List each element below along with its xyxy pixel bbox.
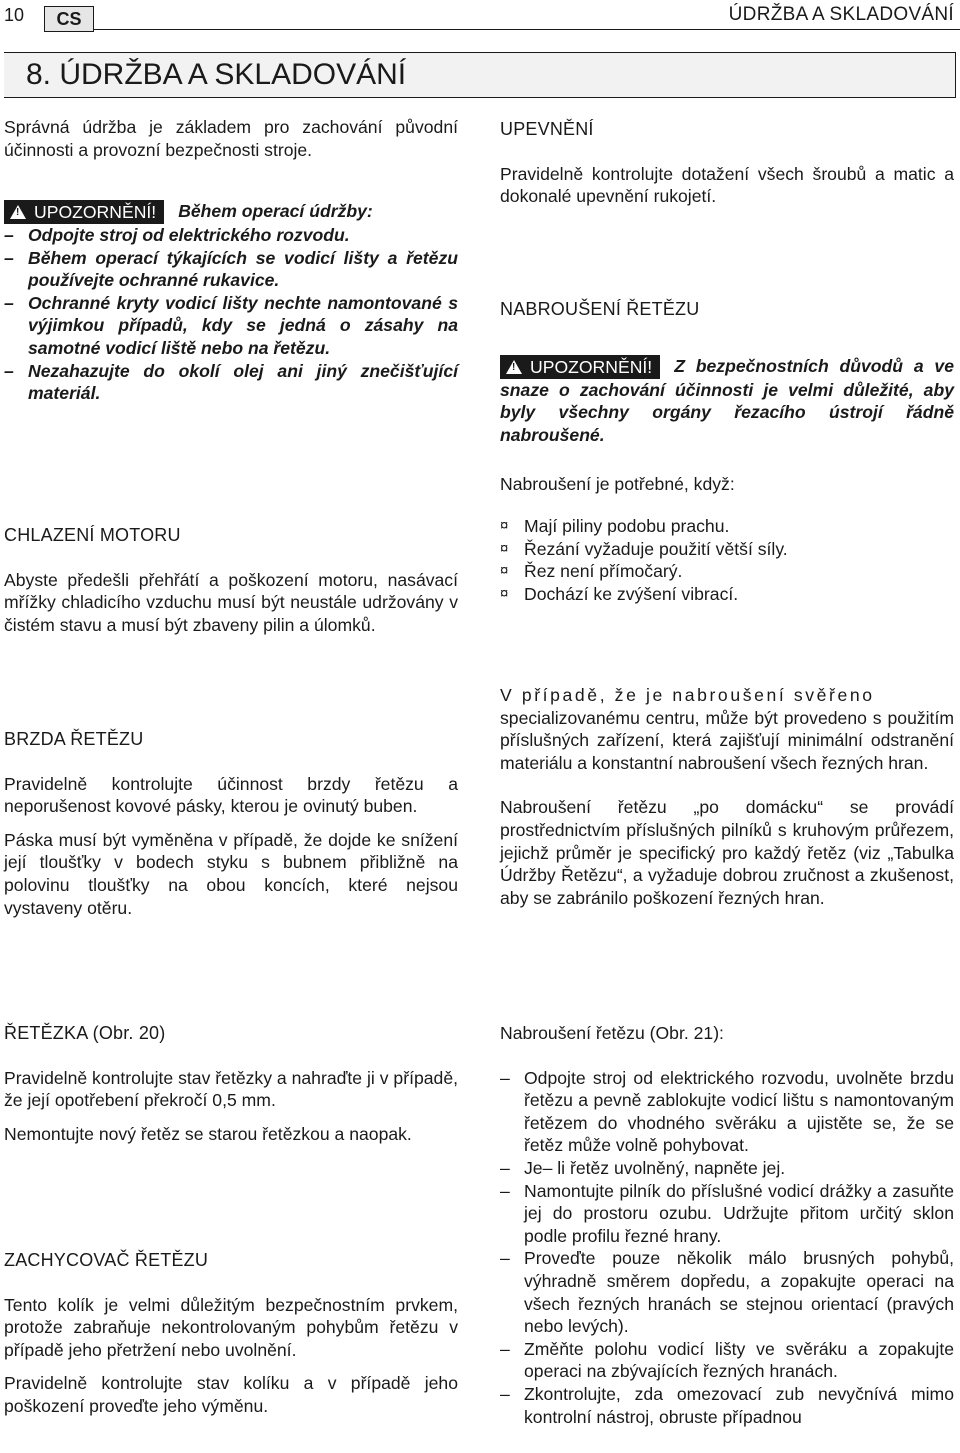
sprocket-section <box>4 1022 458 1145</box>
paragraph: Pravidelně kontrolujte stav kolíku a v případě jeho poškození proveďte jeho výměnu. <box>4 1373 458 1416</box>
paragraph: Tento kolík je velmi důležitým bezpečnostním prvkem, protože zabraňuje nekontrolovaným pohybům řetězu v případě jeho přetržení nebo uvolnění. <box>4 1294 458 1360</box>
chapter-title: 8. ÚDRŽBA A SKLADOVÁNÍ <box>26 58 407 91</box>
paragraph: Pravidelně kontrolujte účinnost brzdy řetězu a neporušenost kovové pásky, kterou je ovinutý buben. <box>4 773 458 817</box>
brake-section <box>4 728 458 919</box>
maintenance-warning <box>4 200 458 405</box>
section-heading: NABROUŠENÍ ŘETĚZU <box>500 299 700 319</box>
list-item: – Namontujte pilník do příslušné vodicí drážky a zasuňte jej do prostoru ozubu. Udržujte přitom určitý sklon podle profilu řezné hrany. <box>500 1180 954 1246</box>
catcher-section <box>4 1249 458 1418</box>
section-heading: UPEVNĚNÍ <box>500 119 594 139</box>
running-header: ÚDRŽBA A SKLADOVÁNÍ <box>728 4 954 25</box>
list-item: – Odpojte stroj od elektrického rozvodu. <box>4 225 350 245</box>
warning-icon <box>10 205 26 219</box>
header-rule <box>94 29 960 30</box>
intro-block <box>4 116 458 161</box>
warning-badge-text: UPOZORNĚNÍ! <box>34 202 157 222</box>
list-item: – Během operací týkajících se vodicí lišty a řetězu používejte ochranné rukavice. <box>4 247 458 291</box>
sharpening-section <box>500 298 954 605</box>
paragraph-first-line: V případě, že je nabroušení svěřeno <box>500 685 875 705</box>
list-item: ¤ Řezání vyžaduje použití větší síly. <box>500 538 788 559</box>
list-item: – Odpojte stroj od elektrického rozvodu, uvolněte brzdu řetězu a pevně zablokujte vodicí lištu s namontovaným řetězem do vhodného svěráku a ujistěte se, že se řetěz může volně pohybovat. <box>500 1067 954 1156</box>
fixing-section <box>500 118 954 208</box>
chapter-banner <box>4 52 956 98</box>
warning-badge <box>500 355 660 379</box>
list-item: – Změňte polohu vodicí lišty ve svěráku a zopakujte operaci na zbývajících řezných hranách. <box>500 1338 954 1382</box>
paragraph: Nabroušení je potřebné, když: <box>500 474 735 495</box>
conditions-list <box>500 515 954 605</box>
list-item: – Zkontrolujte, zda omezovací zub nevyčnívá mimo kontrolní nástroj, obruste případnou <box>500 1383 954 1427</box>
warning-icon <box>506 360 522 374</box>
list-item: ¤ Mají piliny podobu prachu. <box>500 515 730 536</box>
list-item: – Ochranné kryty vodicí lišty nechte namontované s výjimkou případů, kdy se jedná o zásahy na samotné vodicí liště nebo na řetězu. <box>4 292 458 358</box>
page-number: 10 <box>4 5 25 25</box>
intro-text: Správná údržba je základem pro zachování původní účinnosti a provozní bezpečnosti stroje. <box>4 117 458 160</box>
list-item: – Nezahazujte do okolí olej ani jiný znečišťující materiál. <box>4 360 458 404</box>
warning-lead: Během operací údržby: <box>178 201 373 221</box>
paragraph: Abyste předešli přehřátí a poškození motoru, nasávací mřížky chladicího vzduchu musí být neustále udržovány v čistém stavu a musí být zbaveny pilin a úlomků. <box>4 569 458 635</box>
steps-section <box>500 1022 954 1428</box>
section-heading: ZACHYCOVAČ ŘETĚZU <box>4 1250 209 1270</box>
warning-badge-text: UPOZORNĚNÍ! <box>530 356 653 377</box>
paragraph: specializovanému centru, může být provedeno s použitím příslušných zařízení, která zajišťují minimální odstranění materiálu a konstantní nabroušení všech řezných hran. <box>500 707 954 773</box>
steps-title: Nabroušení řetězu (Obr. 21): <box>500 1023 724 1043</box>
service-block <box>500 684 954 909</box>
paragraph: Páska musí být vyměněna v případě, že dojde ke snížení její tloušťky v bodech styku s bubnem přibližně na polovinu tloušťky na obou koncích, které nejsou vystaveny otěru. <box>4 829 458 918</box>
cooling-section <box>4 524 458 636</box>
paragraph: Pravidelně kontrolujte dotažení všech šroubů a matic a dokonalé upevnění rukojetí. <box>500 163 954 207</box>
paragraph: Nabroušení řetězu „po domácku“ se provádí prostřednictvím příslušných pilníků s kruhovým průřezem, jejichž průměr je specifický pro každý řetěz (viz „Tabulka Údržby Řetězu“, a vyžaduje dobrou zručnost a zkušenost, aby se zabránilo poškození řezných hran. <box>500 797 954 908</box>
sharpen-warning: Z bezpečnostních důvodů a ve snaze o zachování účinnosti je velmi důležité, aby byly všechny orgány řezacího ústrojí řádně nabroušené. <box>500 355 954 445</box>
section-heading: BRZDA ŘETĚZU <box>4 729 144 749</box>
section-heading: CHLAZENÍ MOTORU <box>4 525 181 545</box>
list-item: – Je– li řetěz uvolněný, napněte jej. <box>500 1157 786 1178</box>
steps-list <box>500 1067 954 1429</box>
list-item: – Proveďte pouze několik málo brusných pohybů, výhradně směrem dopředu, a zopakujte operaci na všech řezných hranách se stejnou orientací (pravých nebo levých). <box>500 1248 954 1337</box>
paragraph: Pravidelně kontrolujte stav řetězky a nahraďte ji v případě, že její opotřebení překročí 0,5 mm. <box>4 1067 458 1111</box>
paragraph: Nemontujte nový řetěz se starou řetězkou a naopak. <box>4 1123 412 1144</box>
list-item: ¤ Řez není přímočarý. <box>500 561 683 582</box>
language-badge: CS <box>44 6 94 32</box>
section-heading: ŘETĚZKA (Obr. 20) <box>4 1023 166 1043</box>
list-item: ¤ Dochází ke zvýšení vibrací. <box>500 583 739 604</box>
warning-badge <box>4 200 164 224</box>
